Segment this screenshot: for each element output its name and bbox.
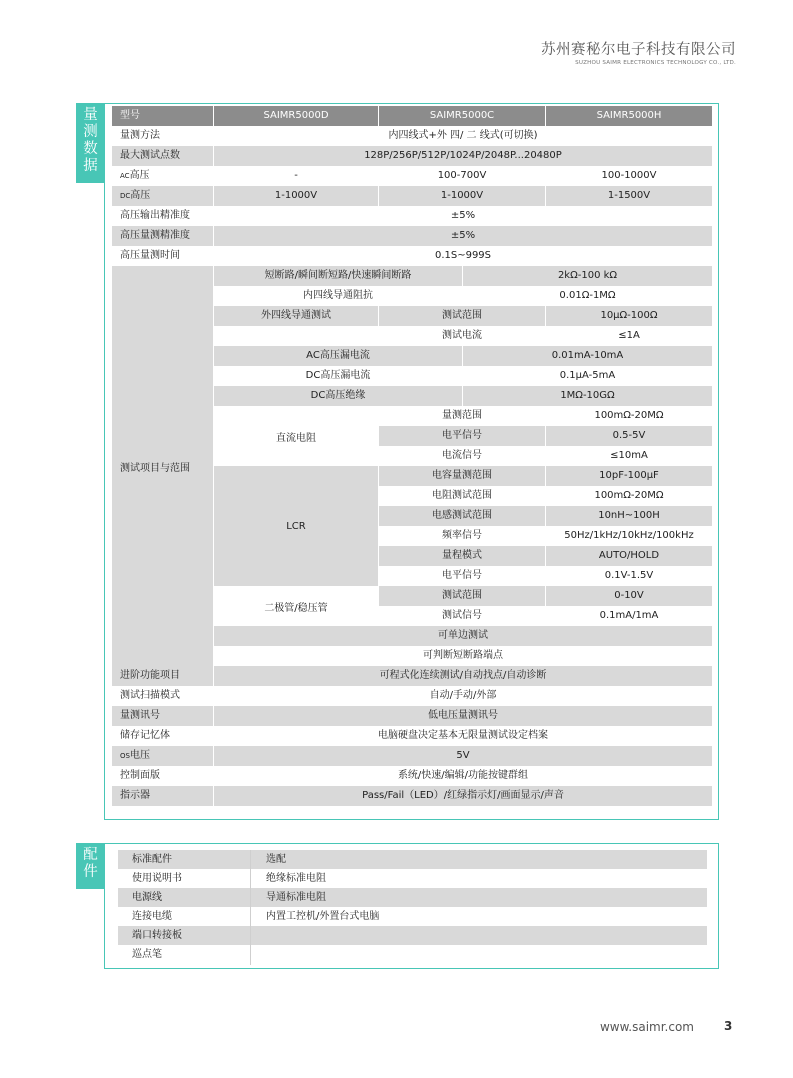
company-name-en: SUZHOU SAIMR ELECTRONICS TECHNOLOGY CO., LTD. bbox=[575, 60, 736, 66]
sub-label: 电容量测范围 bbox=[379, 466, 545, 486]
ac-voltage-5000h: 100-1000V bbox=[546, 166, 712, 186]
sub-value: 10nH~100H bbox=[546, 506, 712, 526]
sub-label: 电阻测试范围 bbox=[379, 486, 545, 506]
test-items-label: 测试项目与范围 bbox=[112, 266, 213, 666]
sub-label: 量测范围 bbox=[379, 406, 545, 426]
row-label: 高压输出精准度 bbox=[112, 206, 213, 226]
sub-value: 10μΩ-100Ω bbox=[546, 306, 712, 326]
sub-value: 10pF-100μF bbox=[546, 466, 712, 486]
blank-cell bbox=[214, 326, 378, 346]
test-dcleak-label: DC高压漏电流 bbox=[214, 366, 462, 386]
acc-left: 标准配件 bbox=[118, 850, 707, 870]
sub-value: 0.1V-1.5V bbox=[546, 566, 712, 586]
sub-label: 测试信号 bbox=[379, 606, 545, 626]
sub-value: 50Hz/1kHz/10kHz/100kHz bbox=[546, 526, 712, 546]
test-acleak-label: AC高压漏电流 bbox=[214, 346, 462, 366]
row-label: 储存记忆体 bbox=[112, 726, 213, 746]
header-5000d: SAIMR5000D bbox=[214, 106, 378, 126]
sub-value: 100mΩ-20MΩ bbox=[546, 486, 712, 506]
row-value: 可程式化连续测试/自动找点/自动诊断 bbox=[214, 666, 712, 686]
website-url: www.saimr.com bbox=[599, 1020, 694, 1034]
row-label-os-voltage: OS电压 bbox=[112, 746, 213, 766]
dc-voltage-5000c: 1-1000V bbox=[379, 186, 545, 206]
row-label: 量测方法 bbox=[112, 126, 213, 146]
sub-value: ≤1A bbox=[546, 326, 712, 346]
acc-right: 内置工控机/外置台式电脑 bbox=[266, 911, 380, 922]
sub-value: 100mΩ-20MΩ bbox=[546, 406, 712, 426]
sub-value: 0.5-5V bbox=[546, 426, 712, 446]
test-dcr-label: 直流电阻 bbox=[214, 406, 378, 466]
sub-label: 电平信号 bbox=[379, 566, 545, 586]
row-value: 内四线式+外 四/ 二 线式(可切换) bbox=[214, 126, 712, 146]
company-header bbox=[470, 41, 736, 68]
acc-right: 绝缘标准电阻 bbox=[266, 873, 326, 884]
row-label: 测试扫描模式 bbox=[112, 686, 213, 706]
dc-voltage-5000d: 1-1000V bbox=[214, 186, 378, 206]
test-single-side: 可单边测试 bbox=[214, 626, 712, 646]
dc-voltage-5000h: 1-1500V bbox=[546, 186, 712, 206]
row-label: 高压量测时间 bbox=[112, 246, 213, 266]
acc-right: 选配 bbox=[266, 854, 286, 865]
row-value: ±5% bbox=[214, 206, 712, 226]
row-value: Pass/Fail（LED）/红绿指示灯/画面显示/声音 bbox=[214, 786, 712, 806]
acc-left: 使用说明书 bbox=[118, 869, 707, 889]
spec-section-tab: 量 测 数 据 bbox=[76, 103, 105, 183]
acc-right bbox=[258, 926, 558, 946]
company-name-cn: 苏州赛秘尔电子科技有限公司 bbox=[541, 42, 736, 58]
sub-value: 0.1mA/1mA bbox=[546, 606, 712, 626]
acc-left: 电源线 bbox=[118, 888, 707, 908]
row-label: 量测讯号 bbox=[112, 706, 213, 726]
acc-right: 导通标准电阻 bbox=[266, 892, 326, 903]
test-diode-label: 二极管/稳压管 bbox=[214, 586, 378, 626]
test-short-label: 短断路/瞬间断短路/快速瞬间断路 bbox=[214, 266, 462, 286]
sub-value: AUTO/HOLD bbox=[546, 546, 712, 566]
accessories-section-tab: 配 件 bbox=[76, 843, 105, 889]
row-value: 128P/256P/512P/1024P/2048P...20480P bbox=[214, 146, 712, 166]
column-divider bbox=[250, 850, 251, 965]
test-dciso-label: DC高压绝缘 bbox=[214, 386, 462, 406]
test-ext4wire-label: 外四线导通测试 bbox=[214, 306, 378, 326]
acc-left: 连接电缆 bbox=[118, 907, 707, 927]
acc-left: 端口转接板 bbox=[118, 926, 707, 946]
row-value: 0.1S~999S bbox=[214, 246, 712, 266]
sub-label: 量程模式 bbox=[379, 546, 545, 566]
row-label: 最大测试点数 bbox=[112, 146, 213, 166]
header-model: 型号 bbox=[112, 106, 213, 126]
test-lcr-label: LCR bbox=[214, 466, 378, 586]
row-label: 控制面版 bbox=[112, 766, 213, 786]
test-dcleak-value: 0.1μA-5mA bbox=[463, 366, 712, 386]
test-4wire-value: 0.01Ω-1MΩ bbox=[463, 286, 712, 306]
row-label-ac-voltage: AC高压 bbox=[112, 166, 213, 186]
acc-left: 巡点笔 bbox=[118, 945, 707, 965]
ac-voltage-5000c: 100-700V bbox=[379, 166, 545, 186]
row-label: 进阶功能项目 bbox=[112, 666, 213, 686]
row-label: 高压量测精准度 bbox=[112, 226, 213, 246]
row-value: 系统/快速/编辑/功能按键群组 bbox=[214, 766, 712, 786]
row-label: 指示器 bbox=[112, 786, 213, 806]
row-value: ±5% bbox=[214, 226, 712, 246]
sub-label: 测试电流 bbox=[379, 326, 545, 346]
sub-label: 电平信号 bbox=[379, 426, 545, 446]
sub-label: 频率信号 bbox=[379, 526, 545, 546]
sub-label: 电感测试范围 bbox=[379, 506, 545, 526]
row-value: 自动/手动/外部 bbox=[214, 686, 712, 706]
row-value: 低电压量测讯号 bbox=[214, 706, 712, 726]
header-5000h: SAIMR5000H bbox=[546, 106, 712, 126]
row-value: 5V bbox=[214, 746, 712, 766]
header-5000c: SAIMR5000C bbox=[379, 106, 545, 126]
row-value: 电脑硬盘决定基本无限量测试设定档案 bbox=[214, 726, 712, 746]
test-4wire-label: 内四线导通阻抗 bbox=[214, 286, 462, 306]
sub-label: 测试范围 bbox=[379, 306, 545, 326]
row-label-dc-voltage: DC高压 bbox=[112, 186, 213, 206]
page-number: 3 bbox=[724, 1019, 733, 1033]
test-acleak-value: 0.01mA-10mA bbox=[463, 346, 712, 366]
test-judge-endpoint: 可判断短断路端点 bbox=[214, 646, 712, 666]
sub-value: 0-10V bbox=[546, 586, 712, 606]
test-dciso-value: 1MΩ-10GΩ bbox=[463, 386, 712, 406]
sub-value: ≤10mA bbox=[546, 446, 712, 466]
sub-label: 电流信号 bbox=[379, 446, 545, 466]
sub-label: 测试范围 bbox=[379, 586, 545, 606]
test-short-value: 2kΩ-100 kΩ bbox=[463, 266, 712, 286]
ac-voltage-5000d: - bbox=[214, 166, 378, 186]
acc-right bbox=[258, 945, 558, 965]
